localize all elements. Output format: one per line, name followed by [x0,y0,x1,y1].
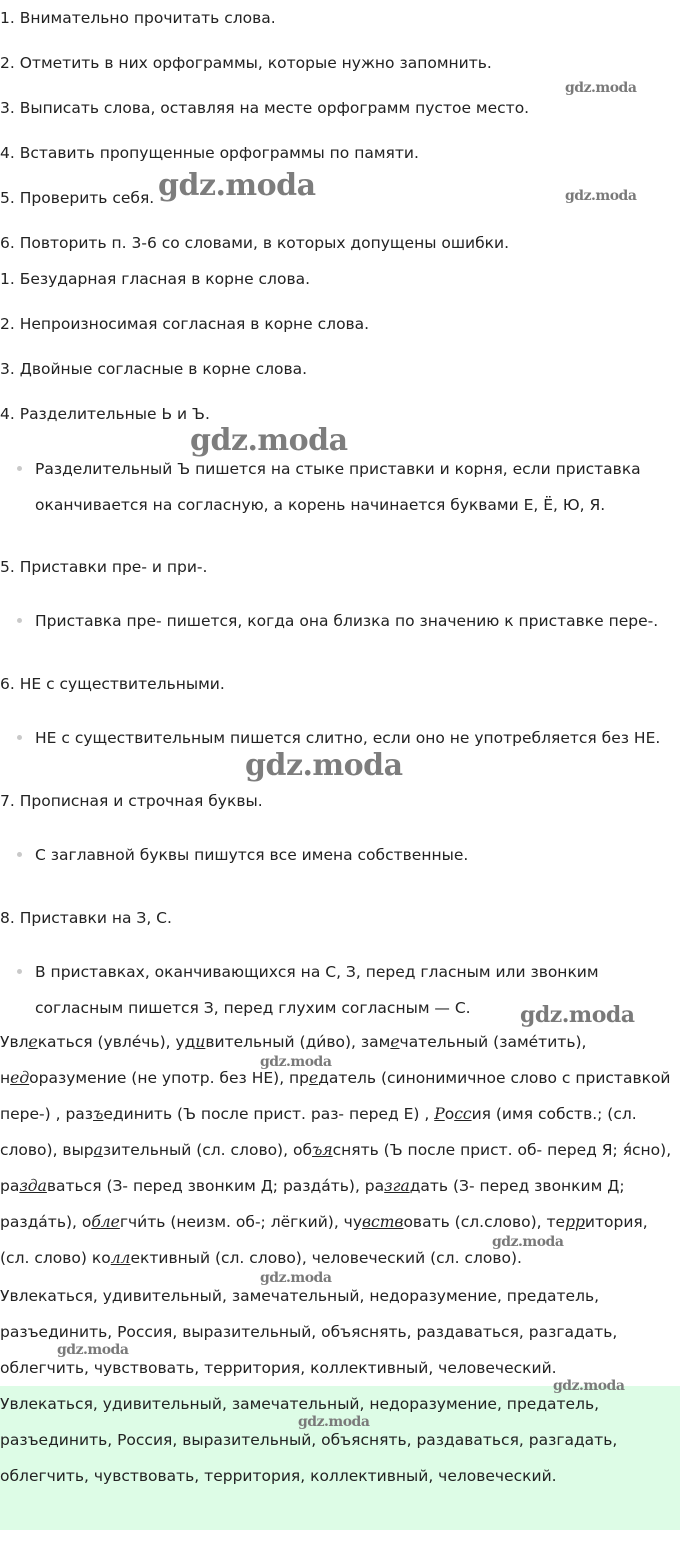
watermark: gdz.moda [190,423,348,458]
step-1: 1. Внимательно прочитать слова. [0,9,276,27]
step-5: 5. Проверить себя. [0,189,155,207]
watermark: gdz.moda [553,1378,625,1394]
rule-2-title: 2. Непроизносимая согласная в корне слова. [0,315,370,333]
rule-6-title: 6. НЕ с существительными. [0,675,225,693]
watermark: gdz.moda [565,188,637,204]
rule-1-title: 1. Безударная гласная в корне слова. [0,270,311,288]
rule-5-title: 5. Приставки пре- и при-. [0,558,208,576]
rule-4-title: 4. Разделительные Ь и Ъ. [0,405,210,423]
rule-7-title: 7. Прописная и строчная буквы. [0,792,263,810]
rule-8-note: В приставках, оканчивающихся на С, З, перед гласным или звонким согласным пишется З, перед глухим согласным — С. [35,954,680,1026]
step-3: 3. Выписать слова, оставляя на месте орфограмм пустое место. [0,99,530,117]
watermark: gdz.moda [260,1054,332,1070]
watermark: gdz.moda [298,1414,370,1430]
watermark: gdz.moda [245,748,403,783]
words-list: Увлекаться, удивительный, замечательный, недоразумение, предатель, разъединить, Россия, выразительный, объяснять, раздаваться, разгадать, облегчить, чувствовать, территория, коллективный, человеческий. [0,1287,618,1377]
rule-5-note: Приставка пре- пишется, когда она близка по значению к приставке пере-. [35,603,680,639]
watermark: gdz.moda [260,1270,332,1286]
rule-7-note: С заглавной буквы пишутся все имена собственные. [35,837,680,873]
step-2: 2. Отметить в них орфограммы, которые нужно запомнить. [0,54,492,72]
watermark: gdz.moda [158,168,316,203]
watermark: gdz.moda [520,1002,635,1028]
answer-text: Увлекаться, удивительный, замечательный, недоразумение, предатель, разъединить, Россия, выразительный, объяснять, раздаваться, разгадать, облегчить, чувствовать, территория, коллективный, человеческий. [0,1395,618,1485]
watermark: gdz.moda [565,80,637,96]
watermark: gdz.moda [57,1342,129,1358]
rule-3-title: 3. Двойные согласные в корне слова. [0,360,308,378]
rule-6-note: НЕ с существительным пишется слитно, если оно не употребляется без НЕ. [35,720,680,756]
step-6: 6. Повторить п. 3-6 со словами, в которых допущены ошибки. [0,234,510,252]
step-4: 4. Вставить пропущенные орфограммы по памяти. [0,144,419,162]
rule-8-title: 8. Приставки на З, С. [0,909,172,927]
analysis-paragraph: Увлекаться (увле́чь), удивительный (ди́во), замечательный (заме́тить), недоразумение (не употр. без НЕ), предатель (синонимичное слово с приставкой пере-) , разъединить (Ъ после прист. раз- перед Е) , Россия (имя собств.; (сл. слово), выразительный (сл. слово), объяснять (Ъ после прист. об- перед Я; я́сно), раздаваться (З- перед звонким Д; разда́ть), разгадать (З- перед звонким Д; разда́ть), облегчи́ть (неизм. об-; лёгкий), чувствовать (сл.слово), территория, (сл. слово) коллективный (сл. слово), человеческий (сл. слово). [0,1033,672,1267]
watermark: gdz.moda [492,1234,564,1250]
rule-4-note: Разделительный Ъ пишется на стыке приставки и корня, если приставка оканчивается на согласную, а корень начинается буквами Е, Ё, Ю, Я. [35,451,680,523]
